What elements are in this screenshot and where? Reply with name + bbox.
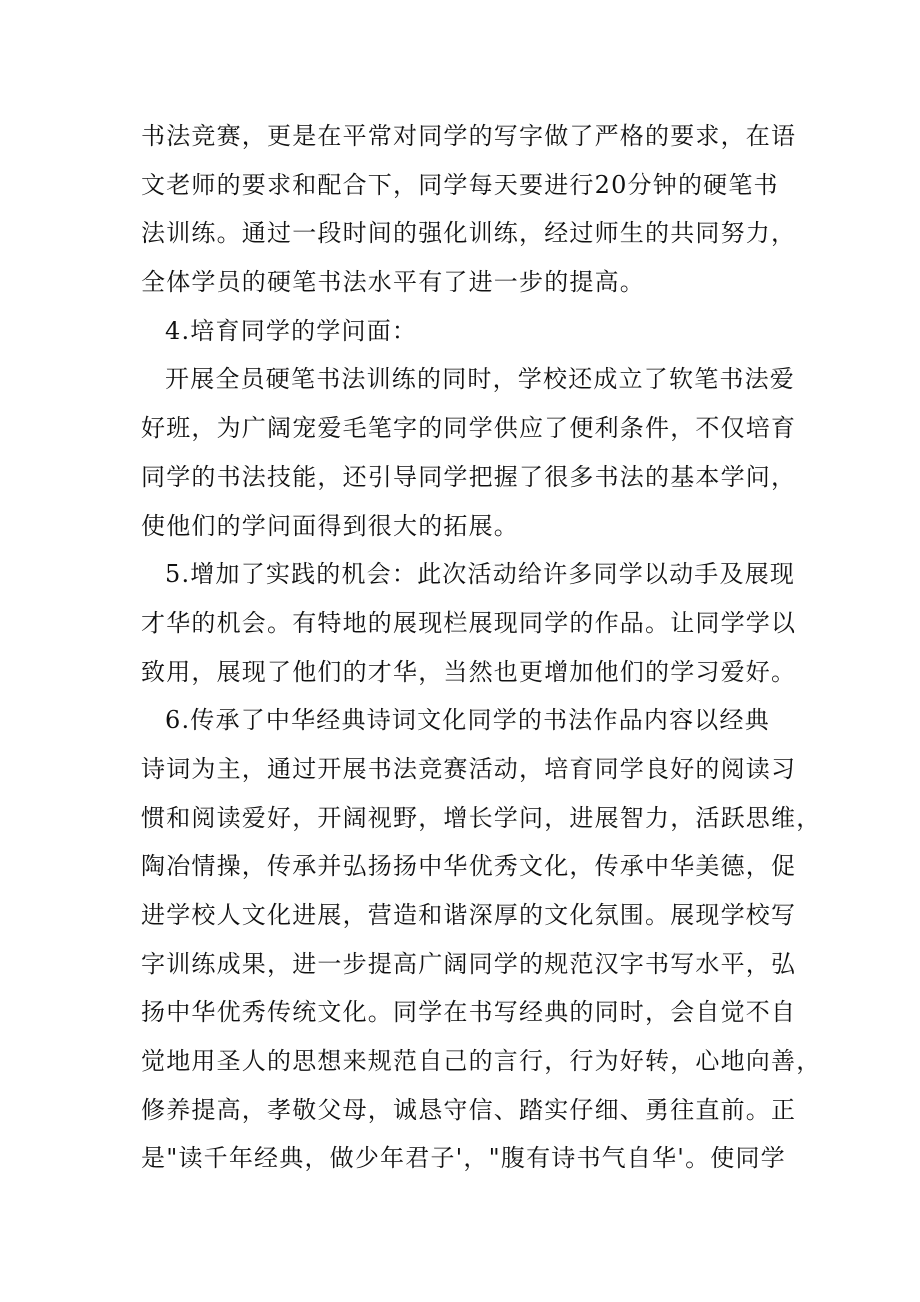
text-line: 字训练成果，进一步提高广阔同学的规范汉字书写水平，弘 — [141, 949, 797, 978]
text-line: 惯和阅读爱好，开阔视野，增长学问，进展智力，活跃思维， — [141, 803, 822, 832]
text-line: 才华的机会。有特地的展现栏展现同学的作品。让同学学以 — [141, 608, 797, 637]
text-line: 扬中华优秀传统文化。同学在书写经典的同时，会自觉不自 — [141, 998, 797, 1027]
text-line: 书法竞赛，更是在平常对同学的写字做了严格的要求，在语 — [141, 122, 797, 150]
body-text — [141, 112, 822, 1183]
text-line: 法训练。通过一段时间的强化训练，经过师生的共同努力， — [141, 219, 797, 248]
text-line: 全体学员的硬笔书法水平有了进一步的提高。 — [141, 268, 645, 297]
section-heading-6: 6.传承了中华经典诗词文化同学的书法作品内容以经典 — [165, 706, 770, 735]
text-line: 陶冶情操，传承并弘扬扬中华优秀文化，传承中华美德，促 — [141, 852, 797, 881]
text-line: 觉地用圣人的思想来规范自己的言行，行为好转，心地向善， — [141, 1047, 822, 1076]
text-line: 致用，展现了他们的才华，当然也更增加他们的学习爱好。 — [141, 657, 797, 686]
text-line: 修养提高，孝敬父母，诚恳守信、踏实仔细、勇往直前。正 — [141, 1095, 797, 1124]
text-line: 同学的书法技能，还引导同学把握了很多书法的基本学问， — [141, 462, 797, 491]
text-line: 使他们的学问面得到很大的拓展。 — [141, 511, 519, 540]
section-heading-5: 5.增加了实践的机会：此次活动给许多同学以动手及展现 — [165, 560, 796, 589]
section-heading-4: 4.培育同学的学问面： — [165, 316, 418, 345]
text-line: 诗词为主，通过开展书法竞赛活动，培育同学良好的阅读习 — [141, 754, 797, 783]
text-line: 文老师的要求和配合下，同学每天要进行20分钟的硬笔书 — [141, 170, 779, 199]
text-line: 进学校人文化进展，营造和谐深厚的文化氛围。展现学校写 — [141, 901, 797, 929]
text-line: 开展全员硬笔书法训练的同时，学校还成立了软笔书法爱 — [165, 365, 795, 394]
text-line: 好班，为广阔宠爱毛笔字的同学供应了便利条件，不仅培育 — [141, 414, 797, 443]
text-line: 是"读千年经典，做少年君子'，"腹有诗书气自华'。使同学 — [141, 1144, 786, 1173]
